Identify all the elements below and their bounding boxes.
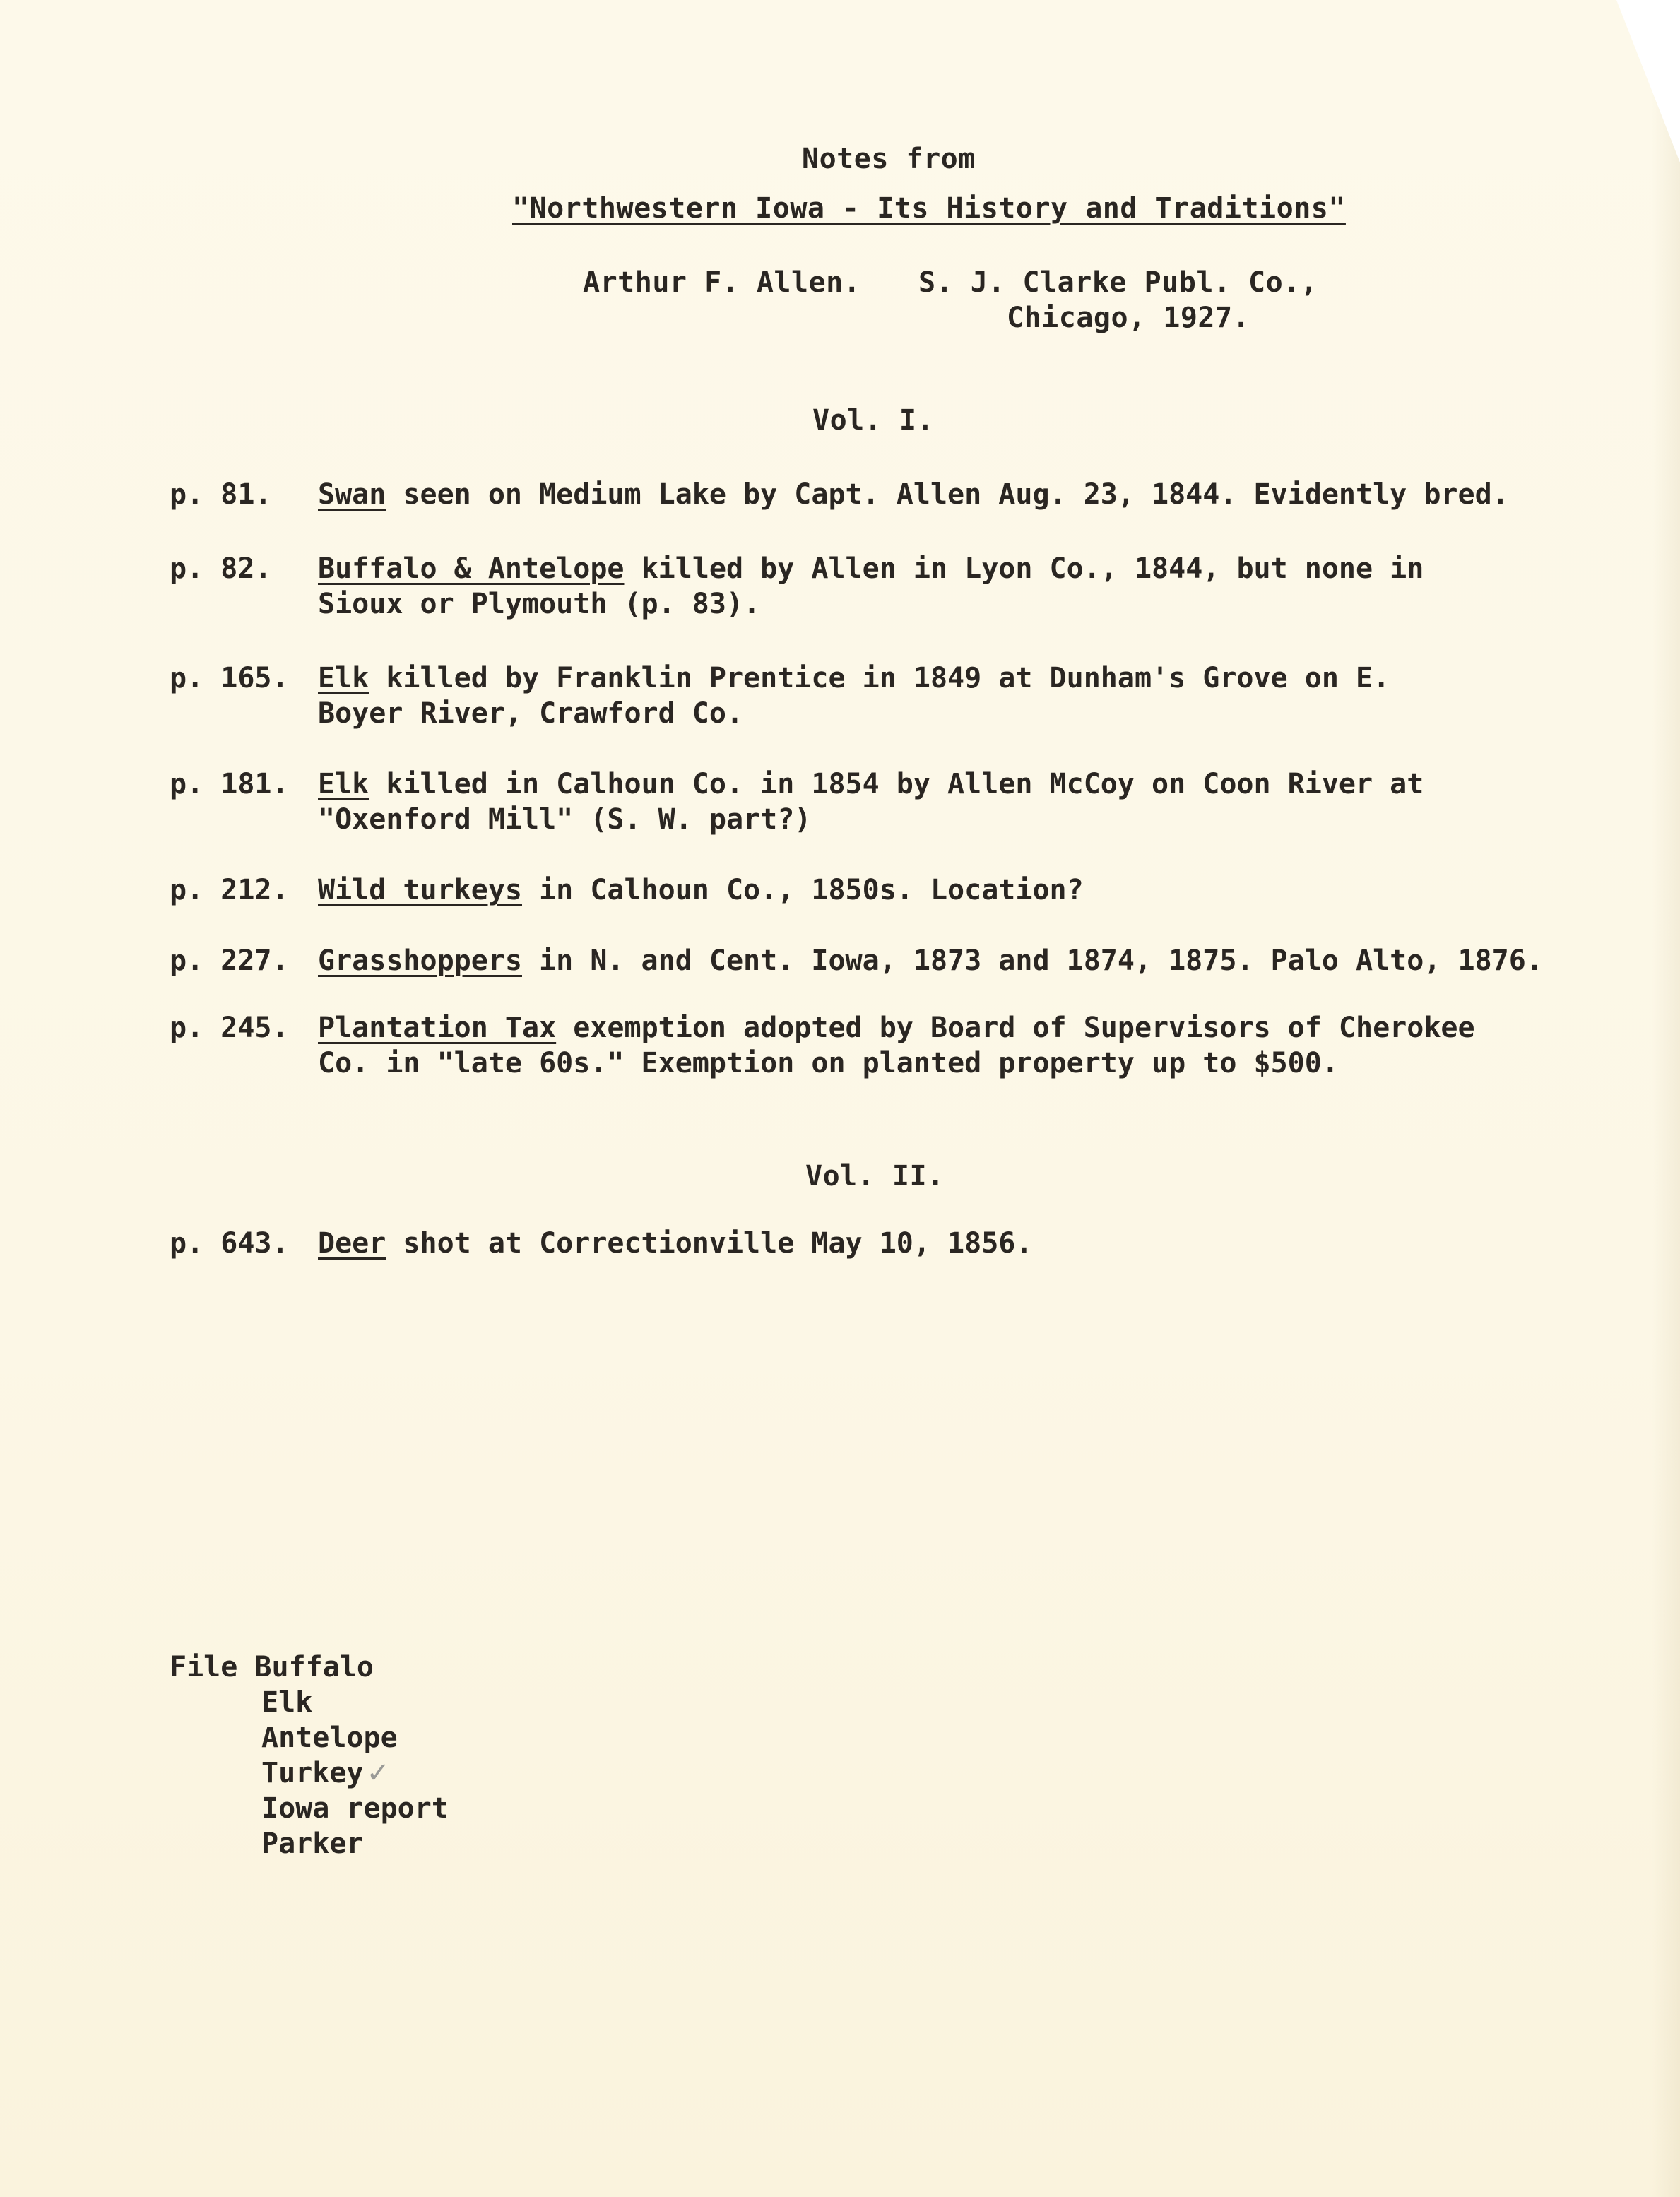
file-item: Buffalo (254, 1651, 374, 1683)
entry-text: killed by Franklin Prentice in 1849 at Dunham's Grove on E. (369, 662, 1390, 694)
entry-text: killed by Allen in Lyon Co., 1844, but none in (624, 552, 1424, 585)
note-entry (170, 1226, 1611, 1261)
header-notes-from: Notes from (802, 143, 976, 175)
paper-edge-shade (1652, 0, 1680, 2197)
note-entry (170, 943, 1611, 978)
page-reference: p. 181. (170, 768, 289, 800)
publisher-name: S. J. Clarke Publ. Co., (918, 266, 1318, 299)
entry-subject: Elk (318, 768, 369, 800)
entry-text: killed in Calhoun Co. in 1854 by Allen McCoy on Coon River at (369, 768, 1424, 800)
file-item: Iowa report (261, 1792, 449, 1825)
file-item: Parker (261, 1828, 364, 1860)
torn-corner (1616, 0, 1680, 162)
note-entry (170, 1010, 1611, 1081)
entry-subject: Buffalo & Antelope (318, 552, 625, 585)
vol2-heading: Vol. II. (805, 1160, 945, 1192)
entry-subject: Elk (318, 662, 369, 694)
note-entry (170, 477, 1611, 512)
vol1-heading: Vol. I. (812, 404, 935, 437)
author-name: Arthur F. Allen. (583, 266, 861, 299)
note-entry (170, 872, 1611, 908)
note-entry (170, 551, 1611, 622)
entry-subject: Wild turkeys (318, 874, 522, 906)
entry-text: shot at Correctionville May 10, 1856. (386, 1227, 1033, 1260)
entry-subject: Plantation Tax (318, 1012, 557, 1044)
file-label: File (170, 1651, 238, 1683)
file-item: Elk (261, 1686, 313, 1719)
page-reference: p. 165. (170, 662, 289, 694)
entry-continuation: Co. in "late 60s." Exemption on planted property up to $500. (318, 1047, 1339, 1079)
entry-text: in Calhoun Co., 1850s. Location? (521, 874, 1084, 906)
page-reference: p. 82. (170, 552, 272, 585)
book-title: "Northwestern Iowa - Its History and Traditions" (512, 192, 1346, 225)
page-reference: p. 245. (170, 1012, 289, 1044)
note-entry (170, 661, 1611, 731)
publication-place-date: Chicago, 1927. (1007, 302, 1250, 334)
note-entry (170, 766, 1611, 837)
entry-continuation: "Oxenford Mill" (S. W. part?) (318, 803, 812, 836)
file-item: Antelope (261, 1722, 398, 1754)
entry-subject: Grasshoppers (318, 944, 522, 977)
file-item-turkey (170, 1755, 449, 1791)
entry-continuation: Boyer River, Crawford Co. (318, 697, 744, 730)
check-mark-icon: ✓ (366, 1757, 391, 1789)
entry-text: exemption adopted by Board of Supervisors of Cherokee (556, 1012, 1475, 1044)
page-reference: p. 212. (170, 874, 289, 906)
entry-continuation: Sioux or Plymouth (p. 83). (318, 588, 761, 620)
page-reference: p. 227. (170, 944, 289, 977)
page-reference: p. 643. (170, 1227, 289, 1260)
page-reference: p. 81. (170, 478, 272, 511)
file-item-label: Turkey (261, 1757, 364, 1789)
entry-subject: Deer (318, 1227, 386, 1260)
entry-text: in N. and Cent. Iowa, 1873 and 1874, 1875. Palo Alto, 1876. (521, 944, 1543, 977)
entry-text: seen on Medium Lake by Capt. Allen Aug. 23, 1844. Evidently bred. (386, 478, 1509, 511)
entry-subject: Swan (318, 478, 386, 511)
file-list (170, 1650, 449, 1861)
